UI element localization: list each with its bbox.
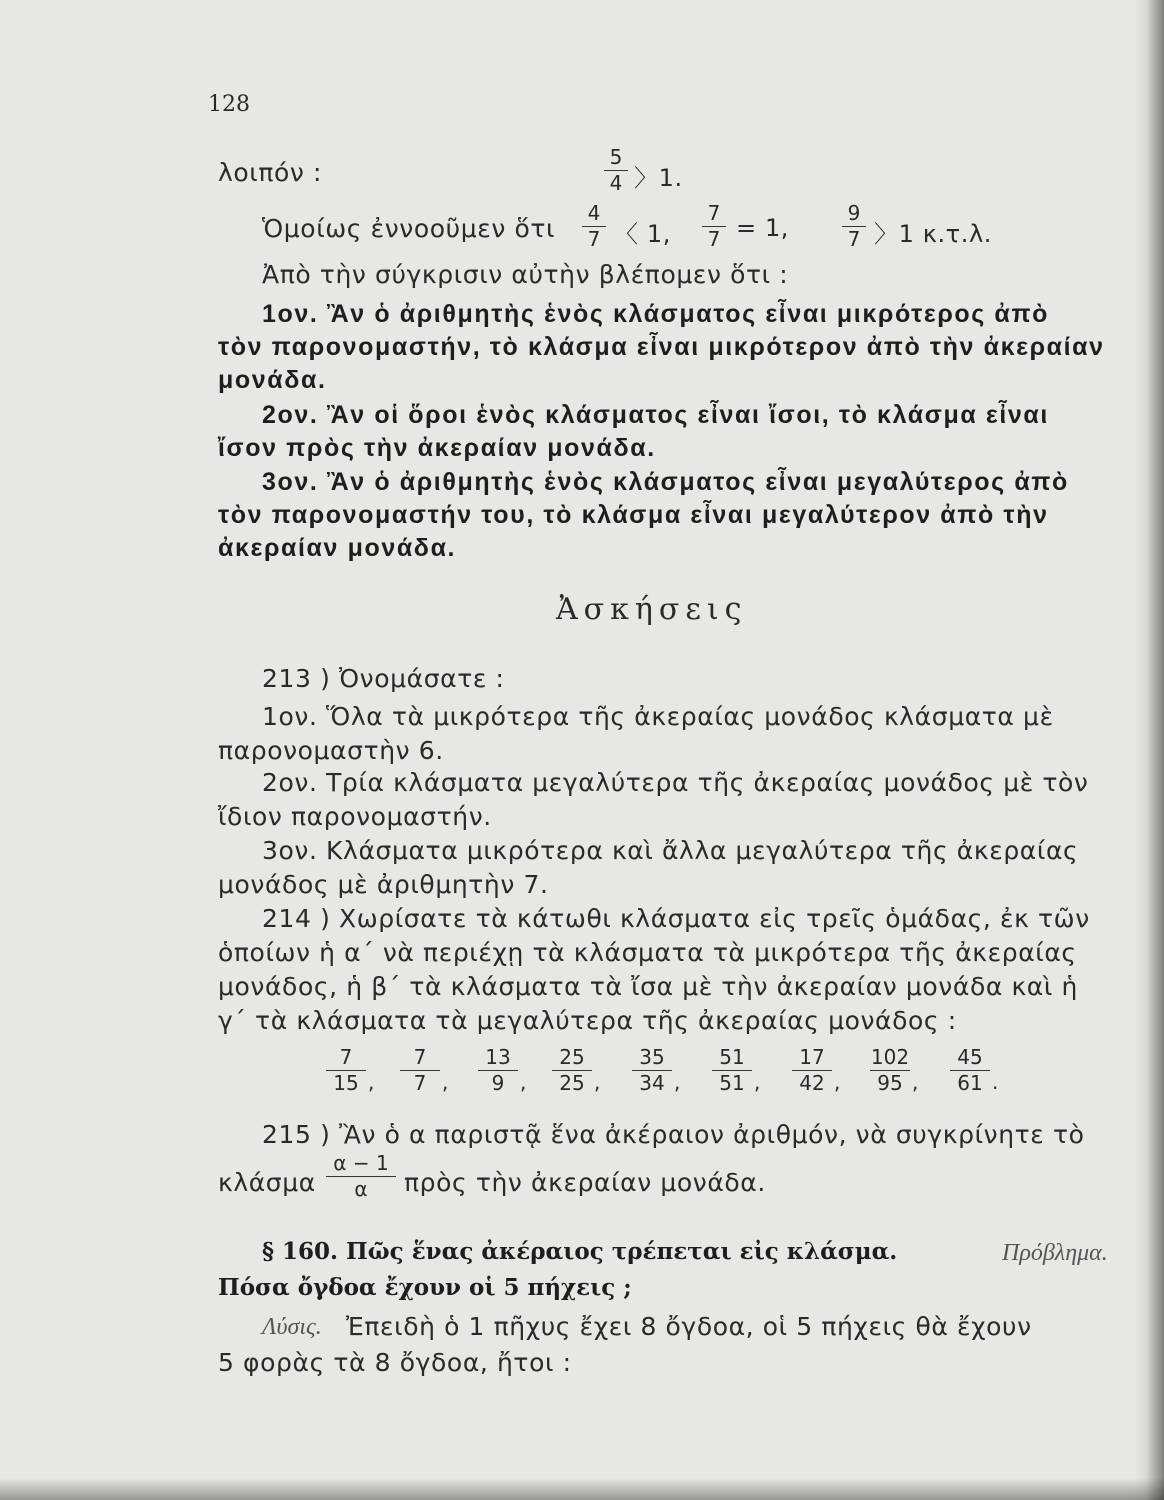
fraction-denominator: 42	[792, 1070, 832, 1094]
rule-3-line-3: ἀκεραίαν μονάδα.	[218, 534, 457, 562]
fraction-numerator: 102	[870, 1045, 910, 1069]
rule-1-line-2: τὸν παρονομαστήν, τὸ κλάσμα εἶναι μικρότερον ἀπὸ τὴν ἀκεραίαν	[218, 333, 1105, 361]
fraction-item	[792, 1046, 832, 1094]
fraction-numerator: 25	[559, 1045, 585, 1069]
fraction-item	[950, 1046, 990, 1094]
ex213-line-2: 1ον. Ὅλα τὰ μικρότερα τῆς ἀκεραίας μονάδος κλάσματα μὲ	[262, 702, 1054, 731]
fraction-9-7: $\frac{9}{7}$	[842, 202, 866, 250]
less-than-one: 〈 1,	[614, 220, 671, 248]
ex213-line-7: μονάδος μὲ ἀριθμητὴν 7.	[218, 870, 549, 899]
fraction-denominator: 9	[478, 1070, 518, 1094]
fraction-4-7: $\frac{4}{7}$	[582, 202, 606, 250]
ex213-line-1: 213 ) Ὀνομάσατε :	[262, 664, 505, 693]
exercises-heading: Ἀσκήσεις	[556, 592, 748, 627]
rule-1-line-3: μονάδα.	[218, 366, 327, 394]
ex213-line-3: παρονομαστὴν 6.	[218, 736, 444, 765]
fraction-denominator: 34	[632, 1070, 672, 1094]
fraction-denominator: 7	[400, 1070, 440, 1094]
fraction-separator: ,	[754, 1070, 761, 1094]
fraction-item	[712, 1046, 752, 1094]
fraction-separator: ,	[912, 1070, 919, 1094]
fraction-numerator: 45	[957, 1045, 983, 1069]
fraction-numerator: 17	[799, 1045, 825, 1069]
solution-line-1: Ἐπειδὴ ὁ 1 πῆχυς ἔχει 8 ὄγδοα, οἱ 5 πήχεις θὰ ἔχουν	[346, 1312, 1032, 1341]
fraction-item	[870, 1046, 910, 1094]
page-number: 128	[208, 92, 250, 117]
fraction-separator: ,	[674, 1070, 681, 1094]
ex213-line-6: 3ον. Κλάσματα μικρότερα καὶ ἄλλα μεγαλύτερα τῆς ἀκεραίας	[262, 836, 1079, 865]
greater-than-one: 〉1.	[634, 164, 683, 192]
fraction-denominator: 51	[712, 1070, 752, 1094]
fraction-item	[326, 1046, 366, 1094]
fraction-separator: ,	[520, 1070, 527, 1094]
fraction-separator: .	[992, 1070, 999, 1094]
section-160-question: Πόσα ὄγδοα ἔχουν οἱ 5 πήχεις ;	[218, 1274, 632, 1301]
ex213-line-4: 2ον. Τρία κλάσματα μεγαλύτερα τῆς ἀκεραίας μονάδος μὲ τὸν	[262, 768, 1089, 797]
page-edge-shadow-right	[1134, 0, 1164, 1500]
comparison-line: Ἀπὸ τὴν σύγκρισιν αὐτὴν βλέπομεν ὅτι :	[262, 260, 789, 289]
fraction-alpha-minus-one-over-alpha: $\frac{\alpha - 1}{\alpha}$	[326, 1152, 396, 1200]
fraction-item	[400, 1046, 440, 1094]
ex215-line-1: 215 ) Ἂν ὁ α παριστᾷ ἕνα ἀκέραιον ἀριθμόν, νὰ συγκρίνητε τὸ	[262, 1120, 1085, 1149]
fraction-denominator: 95	[870, 1070, 910, 1094]
rule-1-line-1: 1ον. Ἂν ὁ ἀριθμητὴς ἑνὸς κλάσματος εἶναι μικρότερος ἀπὸ	[262, 300, 1050, 328]
similarly-label: Ὁμοίως ἐννοοῦμεν ὅτι	[262, 214, 556, 243]
fraction-denominator: 15	[326, 1070, 366, 1094]
problem-label: Πρόβλημα.	[1002, 1240, 1108, 1266]
fraction-item	[552, 1046, 592, 1094]
rule-2-line-1: 2ον. Ἂν οἱ ὅροι ἑνὸς κλάσματος εἶναι ἴσοι, τὸ κλάσμα εἶναι	[262, 401, 1049, 429]
ex215-line-2-pre: κλάσμα	[218, 1168, 316, 1197]
fraction-separator: ,	[368, 1070, 375, 1094]
fraction-numerator: 51	[719, 1045, 745, 1069]
fraction-item	[478, 1046, 518, 1094]
rule-2-line-2: ἴσον πρὸς τὴν ἀκεραίαν μονάδα.	[218, 434, 656, 462]
ex214-line-2: ὁποίων ἡ α΄ νὰ περιέχῃ τὰ κλάσματα τὰ μικρότερα τῆς ἀκεραίας	[218, 938, 1077, 967]
fraction-separator: ,	[834, 1070, 841, 1094]
fraction-denominator: 61	[950, 1070, 990, 1094]
fraction-item	[632, 1046, 672, 1094]
fraction-separator: ,	[442, 1070, 449, 1094]
solution-line-2: 5 φορὰς τὰ 8 ὄγδοα, ἤτοι :	[218, 1348, 572, 1377]
fraction-numerator: 35	[639, 1045, 665, 1069]
solution-label: Λύσις.	[262, 1314, 322, 1340]
fraction-numerator: 7	[413, 1045, 427, 1069]
ex214-line-3: μονάδος, ἡ β΄ τὰ κλάσματα τὰ ἴσα μὲ τὴν ἀκεραίαν μονάδα καὶ ἡ	[218, 972, 1078, 1001]
fraction-numerator: 13	[485, 1045, 511, 1069]
ex214-line-4: γ΄ τὰ κλάσματα τὰ μεγαλύτερα τῆς ἀκεραίας μονάδος :	[218, 1006, 957, 1035]
fraction-separator: ,	[594, 1070, 601, 1094]
greater-than-one-etc: 〉1 κ.τ.λ.	[874, 220, 992, 248]
section-160-title: § 160. Πῶς ἕνας ἀκέραιος τρέπεται εἰς κλάσμα.	[262, 1238, 898, 1265]
page-edge-shadow-bottom	[0, 1478, 1164, 1500]
fraction-5-4: $\frac{5}{4}$	[604, 146, 628, 194]
rule-3-line-1: 3ον. Ἂν ὁ ἀριθμητὴς ἑνὸς κλάσματος εἶναι μεγαλύτερος ἀπὸ	[262, 468, 1069, 496]
therefore-label: λοιπόν :	[218, 158, 323, 187]
fraction-7-7: $\frac{7}{7}$	[702, 202, 726, 250]
fraction-denominator: 25	[552, 1070, 592, 1094]
ex214-line-1: 214 ) Χωρίσατε τὰ κάτωθι κλάσματα εἰς τρεῖς ὁμάδας, ἐκ τῶν	[262, 904, 1090, 933]
equals-one: = 1,	[736, 214, 790, 242]
ex213-line-5: ἴδιον παρονομαστήν.	[218, 802, 492, 831]
rule-3-line-2: τὸν παρονομαστήν του, τὸ κλάσμα εἶναι μεγαλύτερον ἀπὸ τὴν	[218, 501, 1049, 529]
fraction-numerator: 7	[339, 1045, 353, 1069]
ex215-line-2-post: πρὸς τὴν ἀκεραίαν μονάδα.	[404, 1168, 766, 1197]
